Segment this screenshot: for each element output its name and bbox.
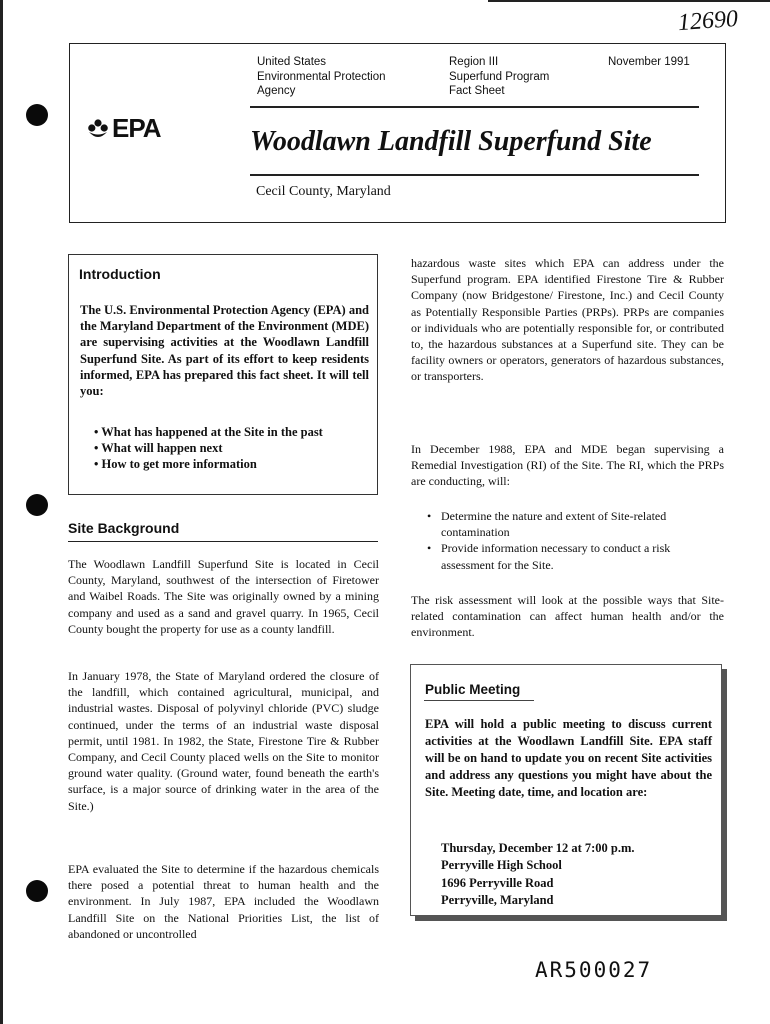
epa-flower-icon xyxy=(87,118,109,140)
handwritten-note: 12690 xyxy=(677,5,739,37)
header-rule-bottom xyxy=(250,174,699,176)
region-line: Superfund Program xyxy=(449,70,550,83)
list-item-text: Provide information necessary to conduct a risk assessment for the Site. xyxy=(441,541,671,572)
right-column-paragraph: In December 1988, EPA and MDE began supervising a Remedial Investigation (RI) of the Site. The RI, which the PRPs are conducting, will: xyxy=(411,442,724,489)
list-item: • Provide information necessary to conduct a risk assessment for the Site. xyxy=(427,541,671,572)
meeting-venue: Perryville High School xyxy=(441,858,562,873)
public-meeting-details xyxy=(441,840,701,909)
list-item-text: What will happen next xyxy=(101,440,223,455)
list-item: • How to get more information xyxy=(94,456,257,471)
list-item: • What will happen next xyxy=(94,440,223,455)
epa-logo-text: EPA xyxy=(112,113,161,143)
agency-line: Agency xyxy=(257,85,296,97)
region-line: Fact Sheet xyxy=(449,85,505,97)
epa-logo xyxy=(87,113,161,144)
site-background-paragraph: In January 1978, the State of Maryland ordered the closure of the landfill, which contained agricultural, municipal, and industrial wastes. Disposal of polyvinyl chloride (PVC) sludge continued, under the terms of an industrial waste disposal permit, until 1981. In 1982, the State, Firestone Tire & Rubber Company, and Cecil County placed wells on the Site to monitor ground water quality. (Ground water, found beneath the earth's surface, is a major source of drinking water in the area of the Site.) xyxy=(68,669,379,813)
publication-date: November 1991 xyxy=(608,56,690,68)
site-location: Cecil County, Maryland xyxy=(256,184,391,199)
meeting-date-time: Thursday, December 12 at 7:00 p.m. xyxy=(441,841,635,855)
list-item-text: What has happened at the Site in the past xyxy=(101,425,323,439)
scan-edge-top xyxy=(488,0,770,2)
meeting-address: 1696 Perryville Road xyxy=(441,875,554,890)
region-block xyxy=(449,55,589,99)
list-item-text: How to get more information xyxy=(101,456,257,471)
site-background-paragraph: EPA evaluated the Site to determine if the hazardous chemicals there posed a potential threat to human health and the environment. In July 1987, EPA included the Woodlawn Landfill Site on the National Priorities List, the list of abandoned or uncontrolled xyxy=(68,862,379,941)
punch-hole-middle xyxy=(26,494,48,516)
introduction-heading: Introduction xyxy=(79,266,161,282)
agency-line: Environmental Protection xyxy=(257,70,386,83)
list-item: • What has happened at the Site in the past xyxy=(94,425,323,439)
introduction-text: The U.S. Environmental Protection Agency (EPA) and the Maryland Department of the Environment (MDE) are supervising activities at the Woodlawn Landfill Superfund Site. As part of its effort to keep residents informed, EPA has prepared this fact sheet. It will tell you: xyxy=(80,303,369,399)
site-background-rule xyxy=(68,541,378,542)
scan-edge-left xyxy=(0,0,3,1024)
site-title: Woodlawn Landfill Superfund Site xyxy=(250,126,652,157)
site-background-paragraph: The Woodlawn Landfill Superfund Site is located in Cecil County, Maryland, southwest of the intersection of Firetower and Waibel Roads. The Site was originally owned by a mining company and used as a sand and gravel quarry. In 1965, Cecil County bought the property for use as a county landfill. xyxy=(68,557,379,636)
document-stamp: AR500027 xyxy=(535,958,653,982)
right-column-paragraph: The risk assessment will look at the possible ways that Site-related contamination can affect human health and/or the environment. xyxy=(411,593,724,640)
right-column-paragraph: hazardous waste sites which EPA can address under the Superfund program. EPA identified Firestone Tire & Rubber Company (now Bridgestone/ Firestone, Inc.) and Cecil County as Potentially Responsible Parties (PRPs). PRPs are companies or individuals who are potentially responsible for, or contributed to, the hazardous substances at a Superfund site. They can be facility owners or operators, generators of hazardous substances, or transporters. xyxy=(411,256,724,384)
introduction-bullet-list xyxy=(94,425,374,472)
site-background-heading: Site Background xyxy=(68,520,180,536)
header-rule-top xyxy=(250,106,699,108)
public-meeting-heading: Public Meeting xyxy=(425,682,521,697)
agency-block xyxy=(257,55,437,99)
meeting-city: Perryville, Maryland xyxy=(441,892,554,907)
agency-line: United States xyxy=(257,56,327,68)
list-item: • Determine the nature and extent of Site-related contamination xyxy=(427,509,667,540)
public-meeting-rule xyxy=(424,700,534,701)
list-item-text: Determine the nature and extent of Site-related contamination xyxy=(441,509,667,540)
public-meeting-text: EPA will hold a public meeting to discuss current activities at the Woodlawn Landfill Site. EPA staff will be on hand to update you on recent Site activities and address any questions you might have about the Site. Meeting date, time, and location are: xyxy=(425,717,712,799)
punch-hole-bottom xyxy=(26,880,48,902)
region-line: Region III xyxy=(449,56,499,68)
punch-hole-top xyxy=(26,104,48,126)
ri-bullet-list xyxy=(427,508,717,573)
